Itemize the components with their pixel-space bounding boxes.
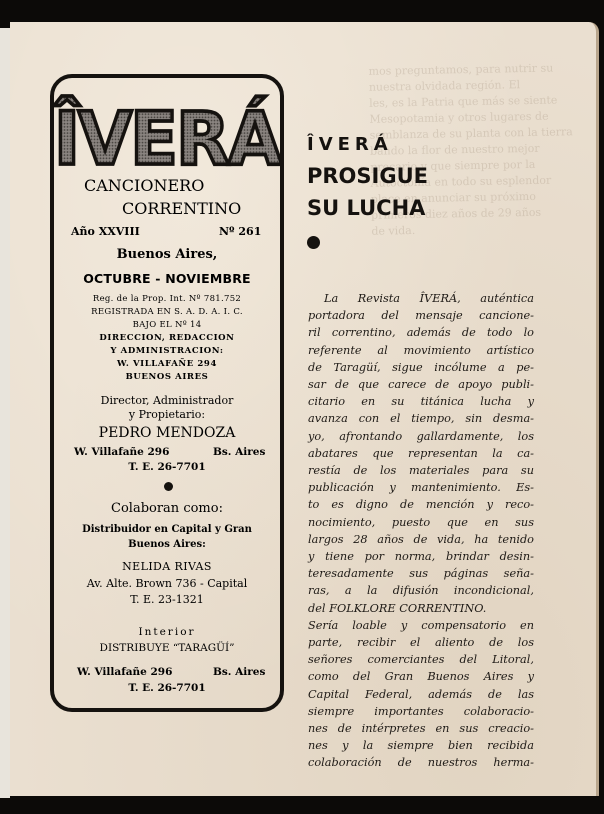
interior-address: W. Villafañe 296	[77, 666, 173, 678]
article-line: nes de intérpretes en sus creacio-	[308, 722, 534, 736]
ghost-line: mos preguntamos, para nutrir su	[368, 61, 554, 78]
director-name: PEDRO MENDOZA	[98, 425, 236, 441]
article-line: referente al movimiento artístico	[308, 343, 534, 357]
interior-heading: Interior	[138, 626, 196, 638]
year-label: Año XXVIII	[71, 225, 140, 238]
ghost-line: nuestra olvidada región. El	[368, 78, 521, 94]
ghost-line: de vida.	[371, 223, 416, 238]
article-line: ras, a la difusión incondicional,	[308, 584, 534, 598]
ghost-line: Autoctonía en todo su esplendor	[370, 173, 552, 190]
ghost-line: les, es la Patria que más se siente	[369, 93, 558, 110]
bullet-dot	[164, 482, 173, 491]
ivera-logo	[54, 78, 280, 170]
distributor-name: NELIDA RIVAS	[122, 560, 212, 573]
office-line: Y ADMINISTRACION:	[110, 346, 224, 356]
article-line: teresadamente sus páginas seña-	[308, 567, 534, 581]
article-line: abatares que representan la ca-	[308, 446, 534, 460]
ghost-line: primeros diez años de 29 años	[371, 205, 542, 222]
article-line: siempre importantes colaboracio-	[308, 704, 534, 718]
logo-text: ÎVERÁ	[54, 95, 280, 170]
ghost-line: place en anunciar su próximo	[370, 189, 537, 206]
distributor-address: Av. Alte. Brown 736 - Capital	[86, 577, 248, 590]
ghost-line: semblanza de su planta con la tierra	[369, 125, 573, 142]
city-label: Buenos Aires,	[116, 247, 218, 262]
article-line: portadora del mensaje cancione-	[308, 309, 534, 323]
article-line: La Revista ÎVERÁ, auténtica	[324, 292, 534, 305]
article-line: del FOLKLORE CORRENTINO.	[308, 601, 487, 615]
bullet-dot	[307, 236, 320, 249]
office-line: BUENOS AIRES	[125, 372, 209, 382]
ghost-line: precario y que siempre por la	[370, 157, 536, 174]
director-address: W. Villafañe 296	[74, 446, 170, 458]
article-line: de Taragüí, sigue incólume a pe-	[308, 360, 534, 374]
issue-number: Nº 261	[219, 225, 262, 238]
office-line: DIRECCION, REDACCION	[99, 333, 235, 343]
article-line: Capital Federal, además de las	[308, 687, 534, 701]
subtitle-cancionero: CANCIONERO	[84, 176, 205, 195]
article-body	[308, 290, 534, 772]
article-line: ril correntino, además de todo lo	[308, 326, 534, 340]
director-role: y Propietario:	[128, 408, 206, 421]
article-line: yo, afrontando gallardamente, los	[308, 429, 534, 443]
distributor-role: Buenos Aires:	[128, 539, 206, 550]
article-line: colaboración de nuestros herma-	[308, 756, 534, 770]
distributor-role: Distribuidor en Capital y Gran	[82, 524, 252, 535]
registration-line: Reg. de la Prop. Int. Nº 781.752	[92, 294, 242, 304]
article-line: avanza con el tiempo, sin desma-	[308, 412, 534, 426]
article-line: como del Gran Buenos Aires y	[308, 670, 534, 684]
distributor-phone: T. E. 23-1321	[130, 593, 204, 606]
article-line: señores comerciantes del Litoral,	[308, 653, 534, 667]
ghost-line: Mesopotamia y otros lugares de	[369, 109, 549, 126]
office-line: W. VILLAFAÑE 294	[117, 359, 217, 369]
article-title-line1: ÎVERÁ	[307, 134, 393, 155]
ghost-line: bando la flor de nuestro mejor	[369, 141, 540, 158]
article-line: nes y la siempre bien recibida	[308, 739, 534, 753]
interior-phone: T. E. 26-7701	[128, 682, 206, 694]
article-title-line2: PROSIGUE	[307, 164, 428, 188]
adjacent-page-edge	[0, 28, 10, 798]
article-line: y tiene por norma, brindar desin-	[308, 550, 534, 564]
interior-city: Bs. Aires	[213, 666, 266, 678]
article-line: nocimiento, puesto que en sus	[308, 515, 534, 529]
article-line: citario en su titánica lucha y	[308, 395, 534, 409]
collaborators-heading: Colaboran como:	[111, 501, 223, 516]
article-line: largos 28 años de vida, ha tenido	[308, 532, 534, 546]
director-role: Director, Administrador	[100, 394, 234, 407]
article-line: to es digno de mención y reco-	[308, 498, 534, 512]
director-phone: T. E. 26-7701	[128, 461, 206, 473]
registration-line: REGISTRADA EN S. A. D. A. I. C.	[91, 307, 243, 317]
article-line: restía de los materiales para su	[308, 464, 534, 478]
director-city: Bs. Aires	[213, 446, 266, 458]
article-line: Sería loable y compensatorio en	[308, 618, 534, 632]
article-line: sar de que carece de apoyo publi-	[308, 378, 534, 392]
article-title-line3: SU LUCHA	[307, 196, 426, 220]
interior-distributor: DISTRIBUYE “TARAGÜÍ”	[99, 642, 235, 654]
registration-line: BAJO EL Nº 14	[132, 320, 202, 330]
article-line: publicación y mantenimiento. Es-	[308, 481, 534, 495]
subtitle-correntino: CORRENTINO	[122, 199, 242, 218]
article-line: parte, recibir el aliento de los	[308, 636, 534, 650]
issue-date: OCTUBRE - NOVIEMBRE	[83, 271, 251, 286]
